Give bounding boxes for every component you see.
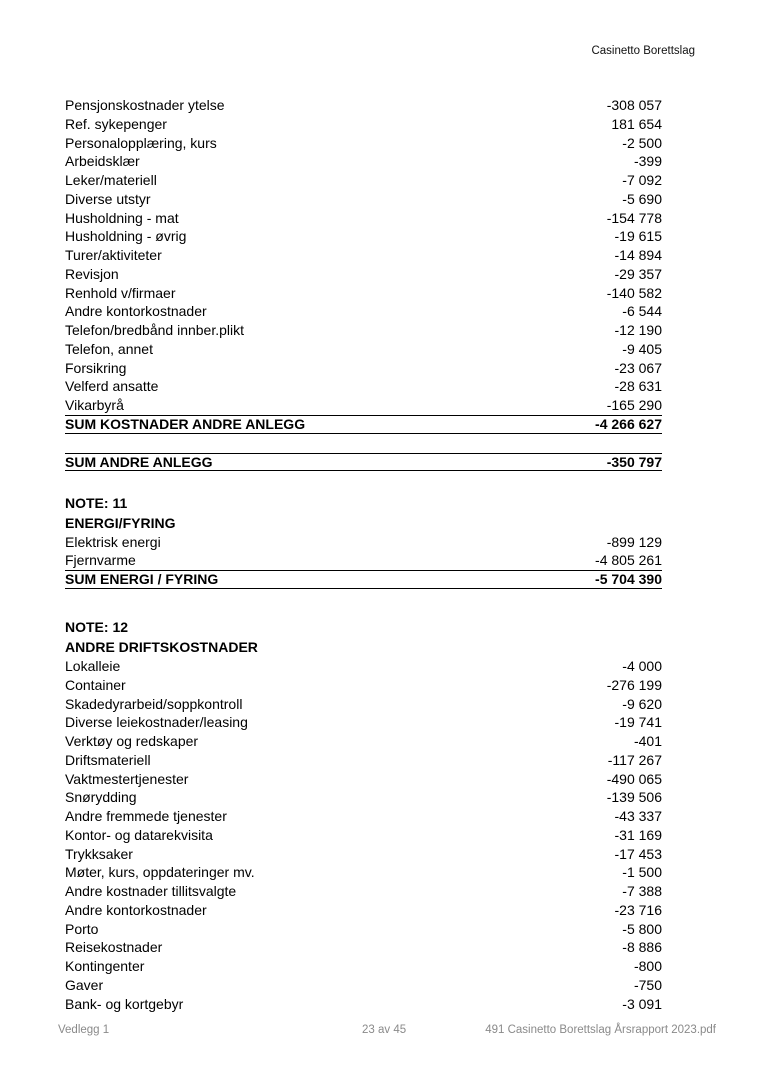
table-row (65, 713, 662, 732)
row-label: Forsikring (65, 359, 127, 376)
row-label: Andre fremmede tjenester (65, 808, 227, 824)
table-row (65, 396, 662, 415)
row-label: Vaktmestertjenester (65, 770, 189, 787)
table-row (65, 265, 662, 284)
row-label: Driftsmateriell (65, 751, 151, 768)
row-value: -4 000 (622, 658, 662, 674)
row-value: -165 290 (606, 397, 662, 413)
row-value: -9 620 (622, 695, 662, 712)
note-12-label: NOTE: 12 (65, 619, 129, 636)
sum-value: -5 704 390 (595, 571, 662, 587)
row-value: -139 506 (606, 789, 662, 806)
table-row (65, 676, 662, 695)
table-row (65, 957, 662, 976)
row-value: -9 405 (622, 340, 662, 357)
table-row (65, 377, 662, 396)
row-label: Telefon, annet (65, 340, 153, 357)
sum-value: -4 266 627 (595, 415, 662, 432)
row-label: Lokalleie (65, 658, 121, 674)
row-label: Velferd ansatte (65, 378, 159, 395)
row-label: Arbeidsklær (65, 153, 140, 170)
document-content (65, 96, 662, 1013)
row-label: Husholdning - øvrig (65, 228, 187, 245)
sum-label: SUM KOSTNADER ANDRE ANLEGG (65, 415, 306, 432)
row-label: Møter, kurs, oppdateringer mv. (65, 864, 255, 881)
row-label: Container (65, 676, 126, 693)
table-row (65, 976, 662, 995)
sum-label: SUM ENERGI / FYRING (65, 571, 219, 587)
footer-attachment-label: Vedlegg 1 (58, 1024, 110, 1036)
row-label: Porto (65, 920, 99, 937)
row-label: Trykksaker (65, 845, 133, 862)
footer-page-number: 23 av 45 (362, 1024, 407, 1036)
table-row (65, 115, 662, 134)
row-value: -1 500 (622, 864, 662, 881)
row-value: -19 741 (614, 714, 662, 731)
row-value: -140 582 (606, 284, 662, 301)
row-label: Skadedyrarbeid/soppkontroll (65, 695, 243, 712)
spacer (65, 434, 662, 453)
row-label: Verktøy og redskaper (65, 733, 199, 749)
row-label: Husholdning - mat (65, 209, 179, 226)
row-label: Andre kontorkostnader (65, 901, 207, 918)
note-11-title: ENERGI/FYRING (65, 515, 176, 532)
row-label: Kontor- og datarekvisita (65, 826, 213, 843)
row-value: -14 894 (614, 247, 662, 263)
row-value: -23 067 (614, 359, 662, 376)
row-value: -2 500 (622, 134, 662, 151)
row-label: Diverse leiekostnader/leasing (65, 714, 248, 731)
row-label: Vikarbyrå (65, 397, 124, 413)
sum-energi-fyring-row (65, 571, 662, 590)
row-label: Diverse utstyr (65, 190, 151, 207)
row-value: -7 388 (622, 883, 662, 899)
row-label: Fjernvarme (65, 552, 136, 569)
table-row (65, 190, 662, 209)
sum-value: -350 797 (606, 453, 662, 470)
row-label: Leker/materiell (65, 172, 157, 188)
row-value: -117 267 (607, 751, 662, 768)
row-label: Snørydding (65, 789, 137, 806)
row-label: Ref. sykepenger (65, 115, 167, 132)
table-row (65, 359, 662, 378)
table-row (65, 321, 662, 340)
table-row (65, 552, 662, 571)
table-row (65, 901, 662, 920)
row-label: Pensjonskostnader ytelse (65, 97, 225, 113)
row-value: -12 190 (614, 322, 662, 338)
footer-filename: 491 Casinetto Borettslag Årsrapport 2023.pdf (485, 1024, 716, 1036)
page-header-org: Casinetto Borettslag (591, 45, 695, 57)
table-row (65, 246, 662, 265)
row-value: -3 091 (622, 995, 662, 1012)
row-label: Kontingenter (65, 958, 145, 974)
page-footer (58, 1024, 716, 1040)
row-label: Andre kontorkostnader (65, 303, 207, 320)
row-value: -19 615 (614, 228, 662, 245)
sum-label: SUM ANDRE ANLEGG (65, 453, 213, 470)
spacer (65, 471, 662, 492)
table-row (65, 96, 662, 115)
table-row (65, 227, 662, 246)
row-value: -31 169 (614, 826, 662, 843)
row-value: -401 (633, 733, 662, 749)
table-row (65, 284, 662, 303)
table-row (65, 533, 662, 552)
row-value: -5 690 (622, 190, 662, 207)
table-row (65, 751, 662, 770)
row-value: -5 800 (622, 920, 662, 937)
row-label: Reisekostnader (65, 939, 163, 956)
row-value: -399 (633, 153, 662, 170)
table-row (65, 995, 662, 1014)
row-label: Telefon/bredbånd innber.plikt (65, 322, 245, 338)
table-row (65, 882, 662, 901)
row-label: Elektrisk energi (65, 534, 161, 550)
row-value: -276 199 (606, 676, 662, 693)
table-row (65, 845, 662, 864)
spacer (65, 589, 662, 616)
row-value: -899 129 (606, 534, 662, 550)
row-label: Turer/aktiviteter (65, 247, 162, 263)
row-value: -8 886 (622, 939, 662, 956)
table-row (65, 695, 662, 714)
row-value: -154 778 (606, 209, 662, 226)
table-row (65, 340, 662, 359)
row-value: 181 654 (611, 115, 662, 132)
row-label: Personalopplæring, kurs (65, 134, 217, 151)
row-label: Bank- og kortgebyr (65, 995, 184, 1012)
table-row (65, 209, 662, 228)
table-row (65, 826, 662, 845)
table-row (65, 788, 662, 807)
table-row (65, 732, 662, 751)
row-value: -23 716 (614, 901, 662, 918)
row-label: Revisjon (65, 265, 119, 282)
row-value: -7 092 (622, 172, 662, 188)
table-row (65, 134, 662, 153)
row-label: Gaver (65, 976, 104, 993)
table-row (65, 657, 662, 676)
table-row (65, 938, 662, 957)
note-12-title: ANDRE DRIFTSKOSTNADER (65, 639, 258, 656)
andre-anlegg-list (65, 96, 662, 415)
andre-driftskostnader-list (65, 657, 662, 1013)
table-row (65, 152, 662, 171)
table-row (65, 302, 662, 321)
sum-kostnader-andre-anlegg-row (65, 415, 662, 434)
row-value: -29 357 (614, 265, 662, 282)
sum-andre-anlegg-row (65, 453, 662, 472)
row-value: -308 057 (606, 97, 662, 113)
note-11-label: NOTE: 11 (65, 495, 128, 512)
table-row (65, 807, 662, 826)
row-value: -4 805 261 (595, 552, 662, 569)
row-value: -490 065 (606, 770, 662, 787)
row-value: -800 (633, 958, 662, 974)
table-row (65, 770, 662, 789)
row-label: Andre kostnader tillitsvalgte (65, 883, 237, 899)
table-row (65, 171, 662, 190)
row-label: Renhold v/firmaer (65, 284, 176, 301)
row-value: -28 631 (614, 378, 662, 395)
table-row (65, 863, 662, 882)
row-value: -750 (633, 976, 662, 993)
table-row (65, 920, 662, 939)
row-value: -17 453 (614, 845, 662, 862)
row-value: -43 337 (614, 808, 662, 824)
row-value: -6 544 (622, 303, 662, 320)
